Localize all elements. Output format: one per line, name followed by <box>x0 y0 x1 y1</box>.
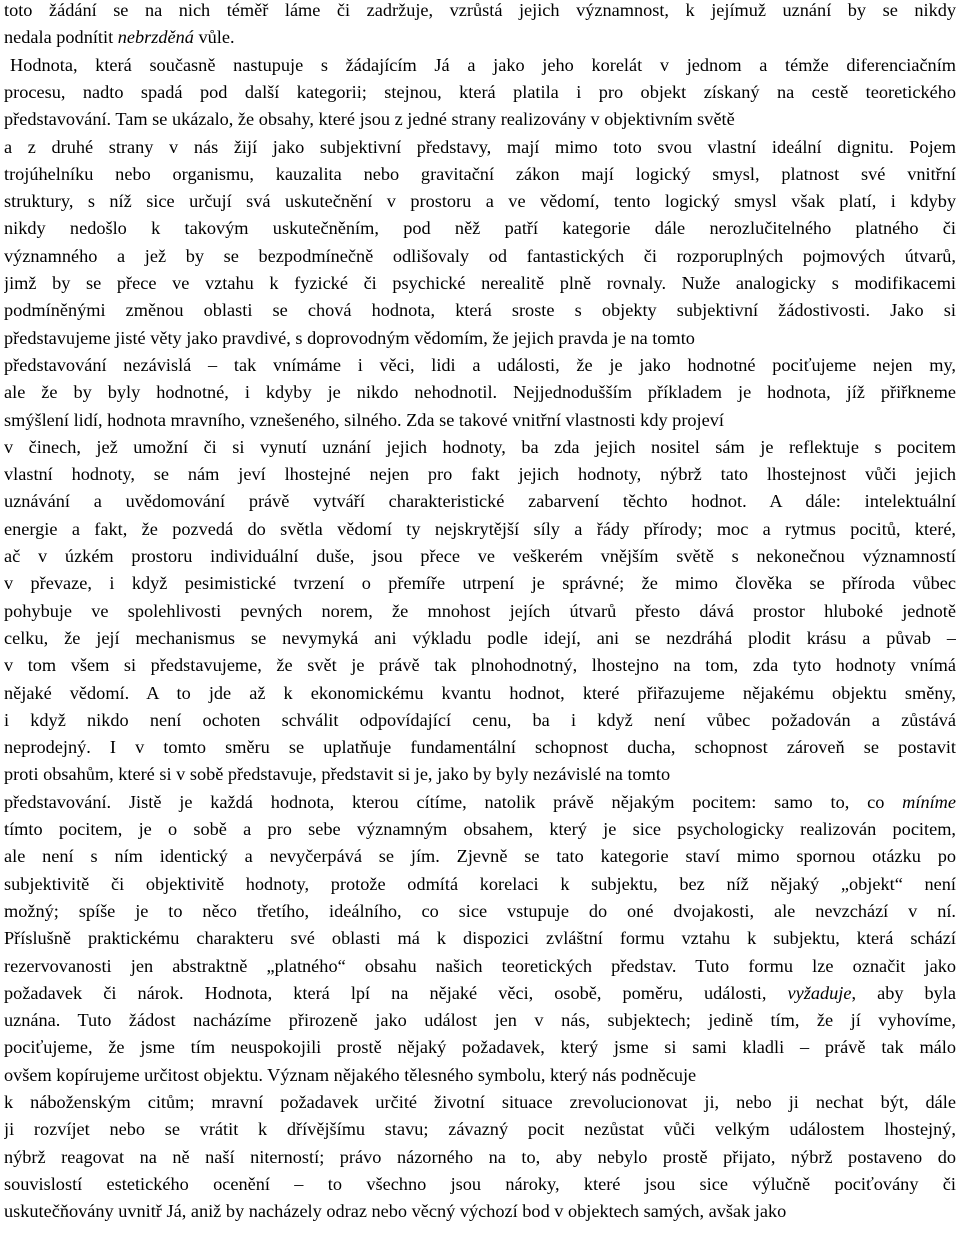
text-line: uznána. Tuto žádost nacházíme přirozeně jako událost jen v nás, subjektech; jedině tím, že jí vyhovíme, <box>4 1010 956 1031</box>
text-line: celku, že její mechanismus se nevymyká ani výkladu podle idejí, ani se nezdráhá plodit krásu a půvab – <box>4 627 956 648</box>
text-line: uznávání a uvědomování právě vytváří charakteristické zabarvení těchto hodnot. A dále: intelektuální <box>4 491 956 512</box>
text-line: neprodejný. I v tomto směru se uplatňuje fundamentální schopnost ducha, schopnost zároveň se postavit <box>4 737 956 758</box>
text-line: možný; spíše je to něco třetího, ideálního, co sice vstupuje do oné dvojakosti, ale nevzchází v ní. <box>4 900 956 921</box>
text-line: v tom všem si představujeme, že svět je právě tak plnohodnotný, lhostejno na tom, zda tyto hodnoty vnímá <box>4 655 956 676</box>
text-line: v převaze, i když pesimistické tvrzení o přemíře utrpení je správné; že mimo člověka se příroda vůbec <box>4 573 956 594</box>
text-line: podmíněnými změnou oblasti se chová hodnota, která sroste s objekty subjektivní žádostivosti. Jako si <box>4 300 956 321</box>
text-line: energie a fakt, že pozvedá do světla vědomí ty nejskrytější síly a řády přírody; moc a rytmus pocitů, které, <box>4 518 956 539</box>
text-line: nějaké vědomí. A to jde až k ekonomickému kvantu hodnot, které přiřazujeme nějakému objektu směny, <box>4 682 956 703</box>
text-line: proti obsahům, které si v sobě představuje, představit si je, jako by byly nezávislé na tomto <box>4 764 671 785</box>
text-line: představování. Tam se ukázalo, že obsahy, které jsou z jedné strany realizovány v objektivním světě <box>4 109 735 130</box>
text-line: procesu, nadto spadá pod další kategorii; stejnou, která platila i pro objekt získaný na cestě teoretického <box>4 81 956 102</box>
text-line: Hodnota, která současně nastupuje s žádajícím Já a jako jeho korelát v jednom a témže diferenciačním <box>10 54 956 75</box>
text-line: nedala podnítit nebrzděná vůle. <box>4 27 235 48</box>
text-line: trojúhelníku nebo organismu, kauzalita nebo gravitační zákon mají logický smysl, platnost své vnitřní <box>4 163 956 184</box>
text-line: ale že by byly hodnotné, i kdyby je nikdo nehodnotil. Nejjednodušším příkladem je hodnota, jíž přiřkneme <box>4 382 956 403</box>
text-line: pohybuje ve spolehlivosti pevných norem, že mnohost jejích útvarů přesto dává prostor hluboké jednotě <box>4 600 956 621</box>
text-line: struktury, s níž sice určují svá uskutečnění v prostoru a ve vědomí, tento logický smysl však platí, i kdyby <box>4 191 956 212</box>
text-line: k náboženským citům; mravní požadavek určité životní situace zrevolucionovat ji, nebo ji nechat být, dále <box>4 1092 956 1112</box>
text-line: a z druhé strany v nás žijí jako subjektivní představy, mají mimo toto svou vlastní ideální dignitu. Pojem <box>4 136 956 157</box>
text-line: ač v úzkém prostoru individuální duše, jsou přece ve veškerém vnějším světě s nekonečnou významností <box>4 546 956 566</box>
text-line: jimž by se přece ve vztahu k fyzické či psychické nerealitě plně rovnaly. Nuže analogicky s modifikacemi <box>4 273 956 293</box>
text-line: ale není s ním identický a nevyčerpává se jím. Zjevně se tato kategorie staví mimo spornou otázku po <box>4 846 956 867</box>
text-line: v činech, jež umožní či si vynutí uznání jejich hodnoty, ba zda jejich nositel sám je reflektuje s pocitem <box>4 436 956 457</box>
text-line: Příslušně praktickému charakteru své oblasti má k dispozici zvláštní formu vztahu k subjektu, která schází <box>4 928 956 949</box>
text-line: nýbrž reagovat na ně naší niterností; právo názorného na to, aby nebylo prostě přijato, nýbrž postaveno do <box>4 1146 956 1167</box>
text-line: významného a jež by se bezpodmínečně odlišovaly od fantastických či rozporuplných pojmových útvarů, <box>4 245 956 266</box>
text-line: ji rozvíjet nebo se vrátit k dřívějšímu stavu; závazný pocit nezůstat vůči velkým událostem lhostejný, <box>4 1119 956 1140</box>
text-line: toto žádání se na nich téměř láme či zadržuje, vzrůstá jejich významnost, k jejímuž uznání by se nikdy <box>4 0 956 20</box>
text-line: tímto pocitem, je o sobě a pro sebe významným obsahem, který je sice psychologicky realizován pocitem, <box>4 819 956 839</box>
text-line: představujeme jisté věty jako pravdivé, s doprovodným vědomím, že jejich pravda je na tomto <box>4 327 695 348</box>
text-line: rezervovanosti jen abstraktně „platného“ obsahu našich teoretických představ. Tuto formu lze označit jako <box>4 955 956 976</box>
text-line: ovšem kopírujeme určitost objektu. Význam nějakého tělesného symbolu, který nás podněcuje <box>4 1064 697 1085</box>
text-line: i když nikdo není ochoten schválit odpovídající cenu, ba i když není vůbec požadován a zůstává <box>4 709 956 730</box>
text-line: nikdy nedošlo k takovým uskutečněním, pod něž patří kategorie dále nerozlučitelného platného či <box>4 218 956 239</box>
text-line: subjektivitě či objektivitě hodnoty, protože odmítá korelaci k subjektu, bez níž nějaký „objekt“ není <box>4 873 956 894</box>
text-line: vlastní hodnoty, se nám jeví lhostejné nejen pro fakt jejich hodnoty, nýbrž tato lhostejnost vůči jejich <box>4 464 956 485</box>
text-line: uskutečňovány uvnitř Já, aniž by nacházely odraz nebo věcný výchozí bod v objektech samých, avšak jako <box>4 1201 787 1222</box>
text-line: smýšlení lidí, hodnota mravního, vznešeného, silného. Zda se takové vnitřní vlastnosti kdy projeví <box>4 409 724 430</box>
text-line: pociťujeme, že jsme tím neuspokojili prostě nějaký požadavek, který jsme si sami kladli – právě tak málo <box>4 1037 956 1058</box>
text-line: představování. Jistě je každá hodnota, kterou cítíme, natolik právě nějakým pocitem: samo to, co míníme <box>4 791 956 812</box>
text-line: požadavek či nárok. Hodnota, která lpí na nějaké věci, osobě, poměru, události, vyžaduje, aby byla <box>4 982 956 1003</box>
text-line: představování nezávislá – tak vnímáme i věci, lidi a události, že je jako hodnotné pociťujeme nejen my, <box>4 354 956 375</box>
text-line: souvislostí estetického ocenění – to všechno jsou nároky, které jsou sice výlučně pociťovány či <box>4 1173 956 1194</box>
